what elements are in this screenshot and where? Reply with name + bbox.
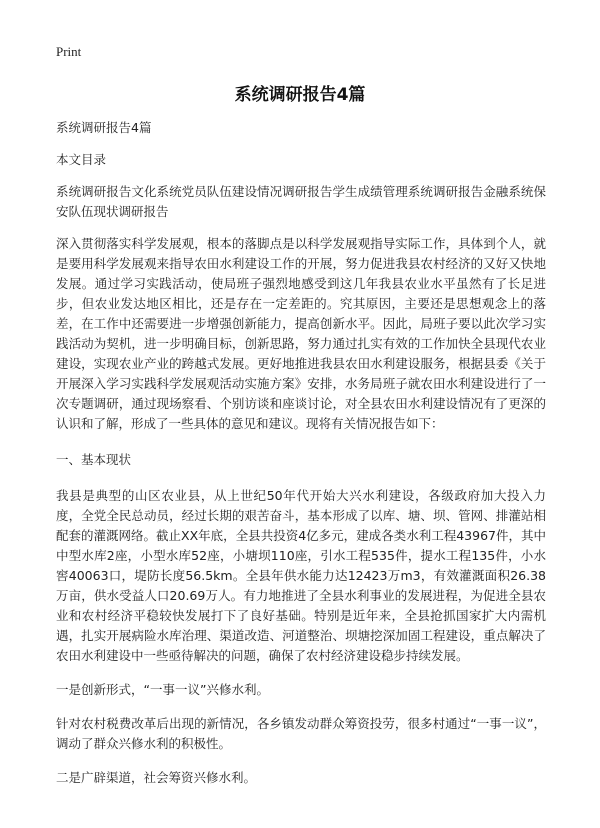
section-heading-basic-status: 一、基本现状: [56, 452, 132, 467]
print-link[interactable]: Print: [56, 44, 82, 59]
document-body: [56, 118, 546, 788]
point-1-heading: 一是创新形式，“一事一议”兴修水利。: [56, 682, 269, 697]
toc-text: 系统调研报告文化系统党员队伍建设情况调研报告学生成绩管理系统调研报告金融系统保安队伍现状调研报告: [56, 184, 546, 219]
basic-status-paragraph: 我县是典型的山区农业县，从上世纪50年代开始大兴水利建设，各级政府加大投入力度，全党全民总动员，经过长期的艰苦奋斗，基本形成了以库、塘、坝、管网、排灌站相配套的灌溉网络。截止XX年底，全县共投资4亿多元，建成各类水利工程43967件，其中中型水库2座，小型水库52座，小塘坝110座，引水工程535件，提水工程135件，小水窖40063口，堤防长度56.5km。全县年供水能力达12423万m3，有效灌溉面积26.38万亩，供水受益人口20.69万人。有力地推进了全县水利事业的发展进程，为促进全县农业和农村经济平稳较快发展打下了良好基础。特别是近年来，全县抢抓国家扩大内需机遇，扎实开展病险水库治理、渠道改造、河道整治、坝塘挖深加固工程建设，重点解决了农田水利建设中一些亟待解决的问题，确保了农村经济建设稳步持续发展。: [56, 488, 546, 663]
toc-heading: 本文目录: [56, 152, 107, 167]
point-1-paragraph: 针对农村税费改革后出现的新情况，各乡镇发动群众筹资投劳，很多村通过“一事一议”，调动了群众兴修水利的积极性。: [56, 716, 546, 751]
intro-paragraph: 深入贯彻落实科学发展观，根本的落脚点是以科学发展观指导实际工作，具体到个人，就是要用科学发展观来指导农田水利建设工作的开展，努力促进我县农村经济的又好又快地发展。通过学习实践活动，使局班子强烈地感受到这几年我县农业水平虽然有了长足进步，但农业发达地区相比，还是存在一定差距的。究其原因，主要还是思想观念上的落差，在工作中还需要进一步增强创新能力，提高创新水平。因此，局班子要以此次学习实践活动为契机，进一步明确目标，创新思路，努力通过扎实有效的工作加快全县现代农业建设，实现农业产业的跨越式发展。更好地推进我县农田水利建设服务，根据县委《关于开展深入学习实践科学发展观活动实施方案》安排，水务局班子就农田水利建设进行了一次专题调研，通过现场察看、个别访谈和座谈讨论，对全县农田水利建设情况有了更深的认识和了解，形成了一些具体的意见和建议。现将有关情况报告如下：: [56, 236, 546, 431]
page-title: 系统调研报告4篇: [234, 85, 366, 105]
point-2-heading: 二是广辟渠道，社会筹资兴修水利。: [56, 770, 257, 785]
document-subtitle: 系统调研报告4篇: [56, 120, 152, 135]
